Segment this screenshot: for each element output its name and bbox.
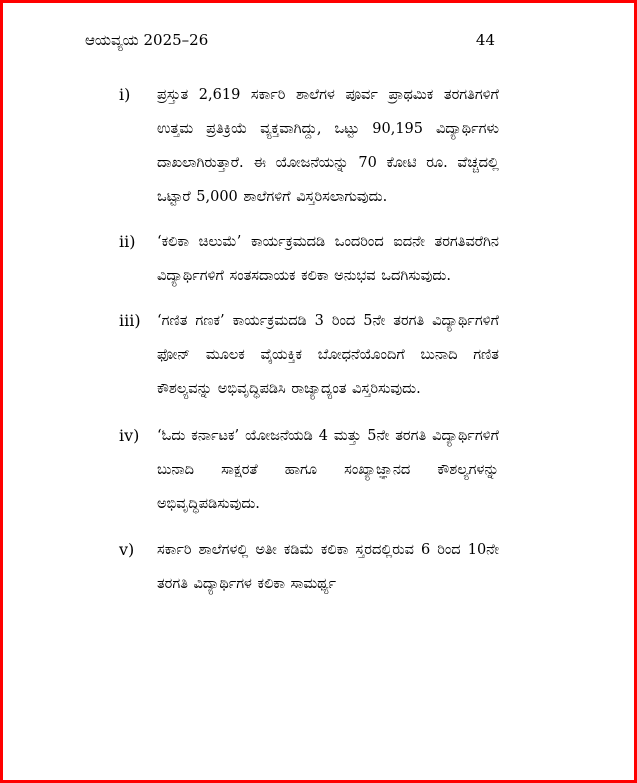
header-title: ಆಯವ್ಯಯ 2025–26 <box>85 31 209 49</box>
item-number: iii) <box>119 311 141 330</box>
item-list <box>119 78 499 601</box>
item-number: iv) <box>119 426 140 445</box>
page-header <box>85 31 495 53</box>
item-number: i) <box>119 85 131 104</box>
list-item <box>119 78 499 214</box>
item-number: v) <box>119 540 135 559</box>
page-number: 44 <box>475 31 495 49</box>
list-item <box>119 304 499 406</box>
item-text: ಪ್ರಸ್ತುತ 2,619 ಸರ್ಕಾರಿ ಶಾಲೆಗಳ ಪೂರ್ವ ಪ್ರಾಥಮಿಕ ತರಗತಿಗಳಿಗೆ ಉತ್ತಮ ಪ್ರತಿಕ್ರಿಯೆ ವ್ಯಕ್ತವಾಗಿದ್ದು, ಒಟ್ಟು 90,195 ವಿದ್ಯಾರ್ಥಿಗಳು ದಾಖಲಾಗಿರುತ್ತಾರೆ. ಈ ಯೋಜನೆಯನ್ನು 70 ಕೋಟಿ ರೂ. ವೆಚ್ಚದಲ್ಲಿ ಒಟ್ಟಾರೆ 5,000 ಶಾಲೆಗಳಿಗೆ ವಿಸ್ತರಿಸಲಾಗುವುದು. <box>157 87 499 205</box>
item-text: ‘ಓದು ಕರ್ನಾಟಕ’ ಯೋಜನೆಯಡಿ 4 ಮತ್ತು 5ನೇ ತರಗತಿ ವಿದ್ಯಾರ್ಥಿಗಳಿಗೆ ಬುನಾದಿ ಸಾಕ್ಷರತೆ ಹಾಗೂ ಸಂಖ್ಯಾಜ್ಞಾನದ ಕೌಶಲ್ಯಗಳನ್ನು ಅಭಿವೃದ್ಧಿಪಡಿಸುವುದು. <box>157 428 499 512</box>
item-text: ಸರ್ಕಾರಿ ಶಾಲೆಗಳಲ್ಲಿ ಅತೀ ಕಡಿಮೆ ಕಲಿಕಾ ಸ್ತರದಲ್ಲಿರುವ 6 ರಿಂದ 10ನೇ ತರಗತಿ ವಿದ್ಯಾರ್ಥಿಗಳ ಕಲಿಕಾ ಸಾಮರ್ಥ್ಯ <box>157 542 499 592</box>
list-item <box>119 533 499 601</box>
list-item <box>119 419 499 521</box>
item-text: ‘ಗಣಿತ ಗಣಕ’ ಕಾರ್ಯಕ್ರಮದಡಿ 3 ರಿಂದ 5ನೇ ತರಗತಿ ವಿದ್ಯಾರ್ಥಿಗಳಿಗೆ ಫೋನ್ ಮೂಲಕ ವೈಯಕ್ತಿಕ ಬೋಧನೆಯೊಂದಿಗೆ ಬುನಾದಿ ಗಣಿತ ಕೌಶಲ್ಯವನ್ನು ಅಭಿವೃದ್ಧಿಪಡಿಸಿ ರಾಜ್ಯಾದ್ಯಂತ ವಿಸ್ತರಿಸುವುದು. <box>157 313 499 397</box>
item-text: ‘ಕಲಿಕಾ ಚಿಲುಮೆ’ ಕಾರ್ಯಕ್ರಮದಡಿ ಒಂದರಿಂದ ಐದನೇ ತರಗತಿವರೆಗಿನ ವಿದ್ಯಾರ್ಥಿಗಳಿಗೆ ಸಂತಸದಾಯಕ ಕಲಿಕಾ ಅನುಭವ ಒದಗಿಸುವುದು. <box>157 234 499 284</box>
list-item <box>119 225 499 293</box>
item-number: ii) <box>119 232 136 251</box>
